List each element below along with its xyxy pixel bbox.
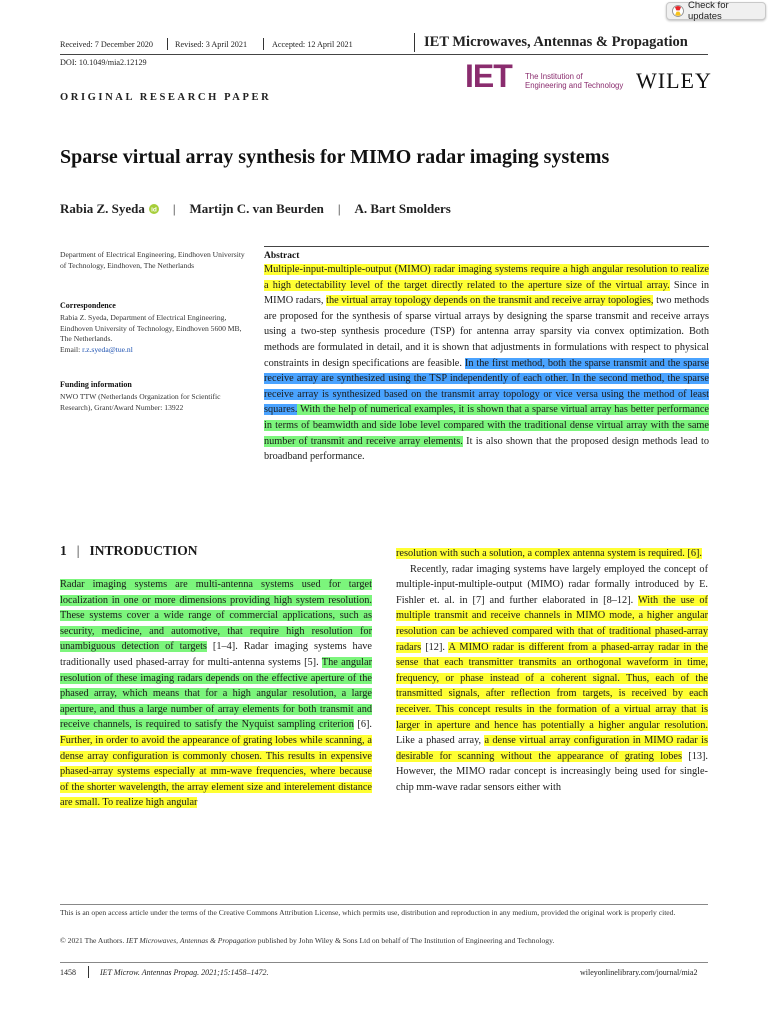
author-separator: |	[172, 201, 176, 216]
abstract-text	[264, 262, 709, 465]
footer-rule	[60, 962, 708, 963]
text-run: © 2021 The Authors.	[60, 936, 127, 945]
correspondence-heading: Correspondence	[60, 301, 116, 310]
text-run: Since in MIMO radars,	[264, 279, 709, 307]
section-title: INTRODUCTION	[89, 543, 198, 558]
doi: DOI: 10.1049/mia2.12129	[60, 58, 147, 67]
page-title: Sparse virtual array synthesis for MIMO radar imaging systems	[60, 146, 610, 168]
section-separator: |	[76, 543, 80, 558]
text-run: published by John Wiley & Sons Ltd on behalf of The Institution of Engineering and Technology.	[255, 936, 555, 945]
text-run: [1–4]. Radar imaging systems have traditionally used phased-array for multi-antenna systems [5].	[60, 641, 372, 668]
highlight: the virtual array topology depends on the transmit and receive array topologies,	[326, 295, 654, 307]
accepted-date: Accepted: 12 April 2021	[272, 40, 353, 49]
abstract-rule	[264, 246, 709, 247]
divider	[263, 38, 264, 50]
revised-date: Revised: 3 April 2021	[175, 40, 248, 49]
intro-right-column	[396, 546, 708, 796]
section-heading	[60, 543, 197, 559]
author-separator: |	[337, 201, 341, 216]
svg-text:id: id	[151, 206, 157, 214]
intro-left-column	[60, 577, 372, 811]
text-run: [13]. However, the MIMO radar concept is increasingly being used for single-chip mm-wave radar sensors either with	[396, 750, 708, 793]
affiliation: Department of Electrical Engineering, Eindhoven University of Technology, Eindhoven, The Netherlands	[60, 250, 245, 270]
text-run: [6].	[353, 719, 373, 731]
correspondence	[60, 313, 246, 355]
text-run: Recently, radar imaging systems have largely employed the concept of multiple-input-multiple-output (MIMO) radar formally introduced by E. Fishler et. al. in [7] and further elaborated in [8–12].	[396, 563, 708, 606]
footnote-rule	[60, 904, 708, 905]
journal-url[interactable]: wileyonlinelibrary.com/journal/mia2	[580, 968, 698, 977]
text-run: It is also shown that the proposed design methods lead to broadband performance.	[264, 435, 709, 463]
iet-org-name	[525, 72, 623, 90]
license-note: This is an open access article under the terms of the Creative Commons Attribution License, which permits use, distribution and reproduction in any medium, provided the original work is properly cited.	[60, 908, 676, 917]
iet-org-line: The Institution of	[525, 72, 583, 81]
orcid-icon[interactable]	[149, 204, 159, 214]
text-run: two methods are proposed for the synthesis of sparse virtual arrays by designing the sparse transmit and receive arrays using a two-step synthesis procedure (TSP) for antenna array sparsity via convex optimization. Both methods are formulated in detail, and it is shown that adjustments in formulations with respect to physical constraints in design specifications are feasible.	[264, 295, 709, 369]
header-rule	[60, 54, 708, 55]
highlight: In the second method, the sparse receive array is synthesized based on the transmit array topology or vice versa using the method of least squares.	[264, 373, 710, 416]
abstract-heading: Abstract	[264, 251, 300, 261]
author-list	[60, 201, 451, 217]
highlight: Multiple-input-multiple-output (MIMO) radar imaging systems require a high angular resolution to realize a high detectability level of the target directly related to the aperture size of the virtual array.	[264, 264, 709, 291]
email-link[interactable]: r.z.syeda@tue.nl	[82, 344, 133, 354]
divider	[167, 38, 168, 50]
highlight: With the help of numerical examples, it is shown that a sparse virtual array has better performance in terms of beamwidth and side lobe level compared with the traditional dense virtual array with the same number of transmit and receive array elements.	[264, 404, 709, 447]
citation: IET Microw. Antennas Propag. 2021;15:1458–1472.	[100, 968, 269, 977]
copyright-note	[60, 935, 710, 947]
email-label: Email:	[60, 344, 83, 354]
wiley-logo: WILEY	[636, 68, 712, 93]
text-run: [12].	[421, 641, 449, 653]
section-number: 1	[60, 543, 67, 558]
text-run: Like a phased array,	[396, 735, 485, 747]
check-for-updates-button[interactable]	[666, 2, 766, 20]
iet-logo: IET	[465, 58, 512, 94]
crossmark-icon	[672, 5, 684, 17]
article-type: ORIGINAL RESEARCH PAPER	[60, 92, 272, 103]
funding: NWO TTW (Netherlands Organization for Scientific Research), Grant/Award Number: 13922	[60, 392, 221, 412]
highlight: Further, in order to avoid the appearance of grating lobes while scanning, a dense array configuration is commonly chosen. This results in expensive phased-array systems especially at mm-wave frequencies, where because of the shorter wavelength, the array element size and interelement distance are small. To realize high angular	[60, 734, 372, 809]
highlight: With the use of multiple transmit and receive channels in MIMO mode, a higher angular resolution can be achieved compared with that of traditional phased-array radars	[396, 594, 708, 653]
correspondence-text: Rabia Z. Syeda, Department of Electrical Engineering, Eindhoven University of Technology, Eindhoven 5600 MB, The Netherlands.	[60, 313, 242, 344]
highlight: a dense virtual array configuration in MIMO radar is desirable for scanning without the appearance of grating lobes	[396, 735, 708, 762]
highlight: In the first method, both the sparse transmit and the sparse receive array are synthesized using the TSP independently of each other.	[264, 357, 709, 385]
author-name: Martijn C. van Beurden	[189, 201, 324, 216]
author-name: A. Bart Smolders	[354, 201, 451, 216]
highlight: A MIMO radar is different from a phased-array radar in the sense that each transmitter transmits an orthogonal waveform in time, frequency, or phase instead of a coherent signal. Thus, each of the transmitted signals, after reflection from targets, is received by each receiver. This concept results in the formation of a virtual array that is larger in aperture and hence has potentially a higher angular resolution.	[396, 641, 708, 731]
received-date: Received: 7 December 2020	[60, 40, 153, 49]
highlight: The angular resolution of these imaging radars depends on the effective aperture of the phased array, which means that for a high angular resolution, a large aperture, and thus a large number of array elements for both transmit and receive channels, is required to satisfy the Nyquist sampling criterion	[60, 656, 372, 731]
funding-heading: Funding information	[60, 380, 132, 389]
journal-title: IET Microwaves, Antennas & Propagation	[424, 34, 688, 50]
text-run: IET Microwaves, Antennas & Propagation	[126, 936, 256, 945]
iet-org-line: Engineering and Technology	[525, 81, 624, 90]
highlight: resolution with such a solution, a complex antenna system is required. [6].	[396, 548, 702, 559]
author-name: Rabia Z. Syeda	[60, 201, 145, 216]
highlight: Radar imaging systems are multi-antenna systems used for target localization in one or more dimensions providing high system resolution. These systems cover a wide range of commercial applications, such as security, medicine, and automotive, that require high resolution for unambiguous detection of targets	[60, 579, 372, 653]
divider	[414, 33, 415, 52]
page-number: 1458	[60, 968, 76, 977]
divider	[88, 966, 89, 978]
check-for-updates-label: Check for updates	[687, 0, 729, 22]
